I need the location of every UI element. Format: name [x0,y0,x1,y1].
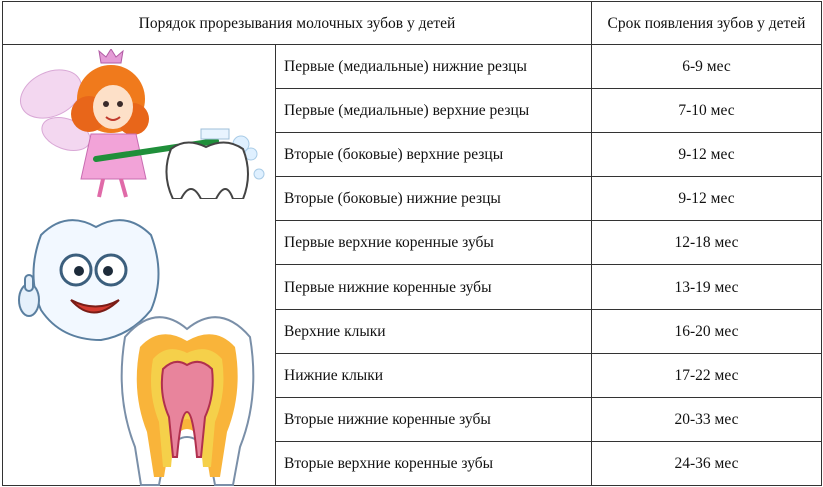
row-age: 9-12 мес [592,133,822,177]
row-name: Нижние клыки [276,353,592,397]
row-name: Вторые верхние коренные зубы [276,441,592,485]
tooth-fairy-illustration [11,49,271,199]
row-age: 20-33 мес [592,397,822,441]
row-name: Вторые нижние коренные зубы [276,397,592,441]
row-name: Первые (медиальные) нижние резцы [276,45,592,89]
row-name: Первые (медиальные) верхние резцы [276,89,592,133]
row-age: 16-20 мес [592,309,822,353]
header-timing: Срок появления зубов у детей [592,2,822,45]
table-row [3,45,822,89]
row-name: Первые верхние коренные зубы [276,221,592,265]
table-header-row [3,2,822,45]
header-order: Порядок прорезывания молочных зубов у детей [3,2,592,45]
row-age: 24-36 мес [592,441,822,485]
illustration-cell [3,45,276,486]
row-name: Вторые (боковые) верхние резцы [276,133,592,177]
tooth-cross-section-illustration [115,307,260,487]
row-age: 12-18 мес [592,221,822,265]
row-age: 7-10 мес [592,89,822,133]
teething-table [2,1,822,486]
row-age: 17-22 мес [592,353,822,397]
row-age: 6-9 мес [592,45,822,89]
row-age: 13-19 мес [592,265,822,309]
row-name: Первые нижние коренные зубы [276,265,592,309]
row-name: Верхние клыки [276,309,592,353]
row-age: 9-12 мес [592,177,822,221]
row-name: Вторые (боковые) нижние резцы [276,177,592,221]
